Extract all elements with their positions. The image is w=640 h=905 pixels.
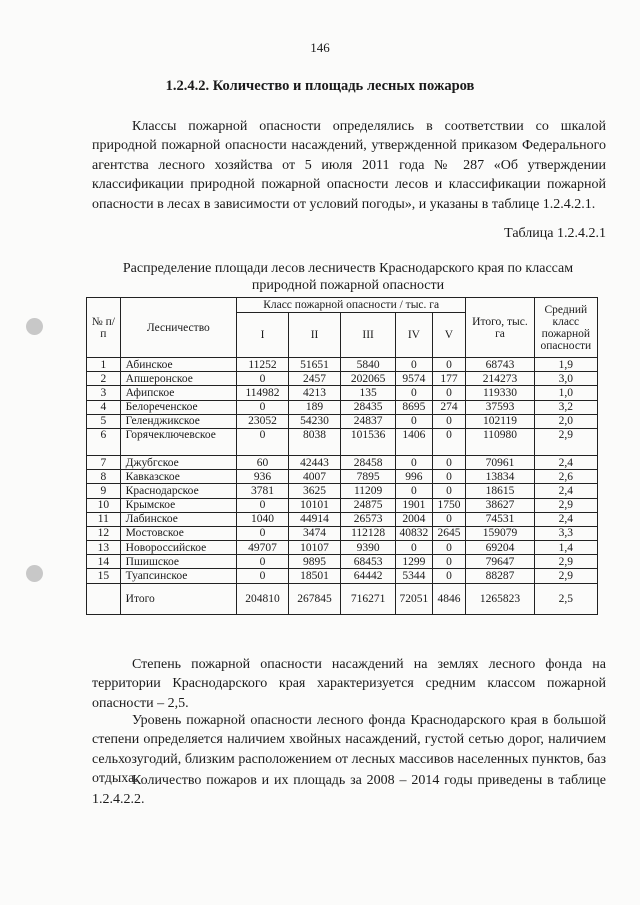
cell-name: Абинское [120,358,236,372]
cell-avg: 1,0 [534,386,597,400]
cell-n: 11 [87,512,121,526]
cell-total: 38627 [466,498,534,512]
cell-c1: 0 [237,428,289,455]
cell-avg: 2,4 [534,484,597,498]
cell-c5: 1750 [432,498,466,512]
cell-c1: 0 [237,372,289,386]
header-class-group: Класс пожарной опасности / тыс. га [237,298,466,313]
cell-c5: 0 [432,455,466,469]
cell-n: 3 [87,386,121,400]
header-class-4: IV [396,313,432,358]
cell-n: 14 [87,555,121,569]
table-row [87,400,598,414]
header-avg: Средний класс пожарной опасности [534,298,597,358]
cell-name: Джубгское [120,455,236,469]
cell-c4: 5344 [396,569,432,583]
cell-n: 4 [87,400,121,414]
table-row [87,541,598,555]
table-row [87,372,598,386]
cell-avg: 2,9 [534,555,597,569]
cell-name: Горячеключевское [120,428,236,455]
cell-c5: 0 [432,470,466,484]
cell-avg: 2,4 [534,512,597,526]
table-row [87,498,598,512]
cell-c5: 274 [432,400,466,414]
cell-c3: 202065 [341,372,396,386]
cell-c1: 0 [237,498,289,512]
cell-c1: 0 [237,400,289,414]
cell-c1: 23052 [237,414,289,428]
cell-total: 74531 [466,512,534,526]
cell-name: Туапсинское [120,569,236,583]
section-title: 1.2.4.2. Количество и площадь лесных пожаров [165,78,475,94]
cell-c5: 0 [432,569,466,583]
cell-c4: 40832 [396,526,432,540]
table-row [87,526,598,540]
total-class-1: 204810 [237,583,289,614]
cell-c3: 9390 [341,541,396,555]
cell-c3: 24875 [341,498,396,512]
header-class-5: V [432,313,466,358]
cell-avg: 2,9 [534,428,597,455]
cell-avg: 2,4 [534,455,597,469]
cell-c1: 0 [237,569,289,583]
cell-c3: 24837 [341,414,396,428]
cell-c2: 9895 [289,555,341,569]
cell-c4: 1406 [396,428,432,455]
cell-n: 8 [87,470,121,484]
cell-c2: 54230 [289,414,341,428]
cell-c2: 10107 [289,541,341,555]
cell-c2: 189 [289,400,341,414]
cell-total: 102119 [466,414,534,428]
cell-c1: 0 [237,526,289,540]
cell-n: 7 [87,455,121,469]
cell-c3: 135 [341,386,396,400]
page-number: 146 [310,40,330,55]
table-row [87,484,598,498]
cell-c3: 28435 [341,400,396,414]
cell-c3: 5840 [341,358,396,372]
cell-n: 9 [87,484,121,498]
cell-avg: 3,2 [534,400,597,414]
cell-c5: 0 [432,484,466,498]
header-num: № п/п [87,298,121,358]
cell-c1: 1040 [237,512,289,526]
table-caption: Распределение площади лесов лесничеств Краснодарского края по классам природной пожарной опасности [122,261,574,293]
punch-hole [26,318,43,335]
cell-name: Геленджикское [120,414,236,428]
total-class-4: 72051 [396,583,432,614]
cell-c4: 996 [396,470,432,484]
cell-c2: 44914 [289,512,341,526]
cell-avg: 1,4 [534,541,597,555]
table-row [87,512,598,526]
cell-n: 10 [87,498,121,512]
cell-c4: 1299 [396,555,432,569]
cell-c3: 11209 [341,484,396,498]
cell-c2: 42443 [289,455,341,469]
table-row [87,386,598,400]
cell-c2: 18501 [289,569,341,583]
cell-name: Белореченское [120,400,236,414]
cell-name: Афипское [120,386,236,400]
fire-danger-table [86,297,598,615]
cell-c2: 4007 [289,470,341,484]
table-row [87,555,598,569]
cell-c3: 64442 [341,569,396,583]
cell-avg: 2,9 [534,498,597,512]
table-row [87,358,598,372]
cell-c3: 101536 [341,428,396,455]
cell-c4: 9574 [396,372,432,386]
cell-c3: 68453 [341,555,396,569]
cell-total: 68743 [466,358,534,372]
cell-c4: 2004 [396,512,432,526]
cell-n: 15 [87,569,121,583]
cell-c2: 4213 [289,386,341,400]
cell-c5: 0 [432,414,466,428]
cell-c4: 0 [396,386,432,400]
header-class-2: II [289,313,341,358]
cell-avg: 2,0 [534,414,597,428]
cell-avg: 2,6 [534,470,597,484]
cell-total: 13834 [466,470,534,484]
cell-name: Краснодарское [120,484,236,498]
cell-c4: 0 [396,414,432,428]
header-total: Итого, тыс. га [466,298,534,358]
cell-total: 119330 [466,386,534,400]
cell-total: 159079 [466,526,534,540]
cell-n: 2 [87,372,121,386]
cell-c5: 177 [432,372,466,386]
paragraph-danger-level: Уровень пожарной опасности лесного фонда Краснодарского края в большой степени определяется наличием хвойных насаждений, густой сетью дорог, наличием сельхозугодий, близким расположением от лесных массивов населенных пунктов, баз отдыха. [92,713,606,787]
cell-c1: 3781 [237,484,289,498]
cell-c5: 0 [432,358,466,372]
intro-paragraph: Классы пожарной опасности определялись в соответствии со шкалой природной пожарной опасности насаждений, утвержденной приказом Федерального агентства лесного хозяйства от 5 июля 2011 года № 287 «Об утверждении классификации природной пожарной опасности лесов и классификации пожарной опасности в лесах в зависимости от условий погоды», и указаны в таблице 1.2.4.2.1. [92,119,606,212]
cell-name: Пшишское [120,555,236,569]
cell-c3: 26573 [341,512,396,526]
paragraph-fire-count: Количество пожаров и их площадь за 2008 – 2014 годы приведены в таблице 1.2.4.2.2. [92,773,606,808]
cell-n: 12 [87,526,121,540]
cell-avg: 3,3 [534,526,597,540]
cell-c1: 0 [237,555,289,569]
total-label: Итого [120,583,236,614]
cell-c4: 0 [396,541,432,555]
cell-total: 79647 [466,555,534,569]
table-row [87,569,598,583]
table-label: Таблица 1.2.4.2.1 [504,226,606,241]
cell-total: 110980 [466,428,534,455]
cell-avg: 1,9 [534,358,597,372]
table-row [87,470,598,484]
cell-c5: 0 [432,541,466,555]
cell-c5: 0 [432,386,466,400]
table-total-row [87,583,598,614]
cell-total: 70961 [466,455,534,469]
total-class-3: 716271 [341,583,396,614]
table-row [87,455,598,469]
total-class-5: 4846 [432,583,466,614]
cell-c2: 3625 [289,484,341,498]
cell-c1: 49707 [237,541,289,555]
total-sum: 1265823 [466,583,534,614]
cell-c2: 51651 [289,358,341,372]
cell-total: 214273 [466,372,534,386]
header-forestry: Лесничество [120,298,236,358]
cell-avg: 3,0 [534,372,597,386]
total-avg: 2,5 [534,583,597,614]
cell-name: Крымское [120,498,236,512]
cell-c1: 936 [237,470,289,484]
header-class-1: I [237,313,289,358]
total-class-2: 267845 [289,583,341,614]
cell-c1: 11252 [237,358,289,372]
cell-total: 18615 [466,484,534,498]
cell-name: Апшеронское [120,372,236,386]
table-row [87,414,598,428]
cell-c5: 2645 [432,526,466,540]
cell-c3: 112128 [341,526,396,540]
cell-n: 1 [87,358,121,372]
cell-c4: 0 [396,484,432,498]
paragraph-danger-degree: Степень пожарной опасности насаждений на землях лесного фонда на территории Краснодарского края характеризуется средним классом пожарной опасности – 2,5. [92,657,606,711]
cell-c4: 1901 [396,498,432,512]
cell-c3: 7895 [341,470,396,484]
cell-c1: 60 [237,455,289,469]
total-num-cell [87,583,121,614]
cell-c5: 0 [432,555,466,569]
cell-c5: 0 [432,512,466,526]
cell-name: Лабинское [120,512,236,526]
cell-c3: 28458 [341,455,396,469]
cell-total: 88287 [466,569,534,583]
cell-c4: 0 [396,455,432,469]
cell-c2: 2457 [289,372,341,386]
cell-c2: 8038 [289,428,341,455]
header-class-3: III [341,313,396,358]
cell-name: Мостовское [120,526,236,540]
cell-c4: 8695 [396,400,432,414]
cell-name: Новороссийское [120,541,236,555]
cell-c2: 3474 [289,526,341,540]
punch-hole [26,565,43,582]
cell-c1: 114982 [237,386,289,400]
cell-n: 6 [87,428,121,455]
cell-c5: 0 [432,428,466,455]
cell-avg: 2,9 [534,569,597,583]
cell-total: 37593 [466,400,534,414]
cell-total: 69204 [466,541,534,555]
cell-name: Кавказское [120,470,236,484]
cell-c4: 0 [396,358,432,372]
cell-n: 13 [87,541,121,555]
table-row [87,428,598,455]
cell-c2: 10101 [289,498,341,512]
cell-n: 5 [87,414,121,428]
